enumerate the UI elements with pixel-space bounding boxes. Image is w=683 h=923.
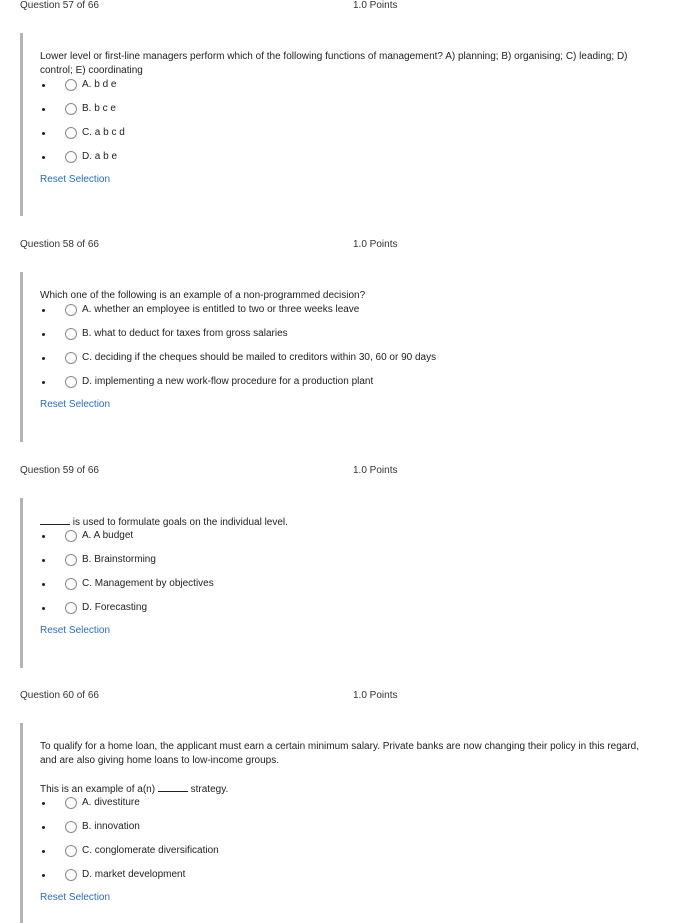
radio-button[interactable]: [65, 304, 77, 316]
radio-button[interactable]: [65, 554, 77, 566]
option-label: C. a b c d: [82, 127, 125, 138]
question-number: Question 58 of 66: [20, 239, 99, 250]
question-points: 1.0 Points: [353, 690, 398, 701]
option-label: D. market development: [82, 869, 186, 880]
bullet-icon: [42, 357, 45, 360]
answer-option-d[interactable]: [40, 601, 600, 615]
bullet-icon: [42, 802, 45, 805]
option-label: B. b c e: [82, 103, 116, 114]
question-text: To qualify for a home loan, the applicant must earn a certain minimum salary. Private banks are now changing their policy in this regard, and are also giving home loans to low-income groups.: [40, 741, 640, 766]
bullet-icon: [42, 108, 45, 111]
question-header: [20, 465, 660, 479]
question-number: Question 57 of 66: [20, 0, 99, 11]
question-text: Which one of the following is an example of a non-programmed decision?: [40, 290, 366, 301]
answer-option-c[interactable]: [40, 126, 600, 140]
radio-button[interactable]: [65, 103, 77, 115]
option-label: D. Forecasting: [82, 602, 148, 613]
question-text-part: strategy.: [190, 784, 229, 795]
radio-button[interactable]: [65, 376, 77, 388]
bullet-icon: [42, 583, 45, 586]
answer-option-b[interactable]: [40, 327, 600, 341]
answer-option-a[interactable]: [40, 78, 600, 92]
question-header: [20, 690, 660, 704]
question-text: [40, 515, 640, 530]
option-label: A. b d e: [82, 79, 117, 90]
answer-option-c[interactable]: [40, 844, 600, 858]
bullet-icon: [42, 132, 45, 135]
radio-button[interactable]: [65, 328, 77, 340]
option-label: D. a b e: [82, 151, 118, 162]
option-label: D. implementing a new work-flow procedure for a production plant: [82, 376, 374, 387]
option-label: A. whether an employee is entitled to two or three weeks leave: [82, 304, 360, 315]
answer-option-c[interactable]: [40, 351, 600, 365]
radio-button[interactable]: [65, 151, 77, 163]
question-text-part: is used to formulate goals on the individual level.: [72, 517, 288, 528]
question-58: [20, 272, 660, 442]
question-header: [20, 239, 660, 253]
answer-option-a[interactable]: [40, 796, 600, 810]
radio-button[interactable]: [65, 530, 77, 542]
radio-button[interactable]: [65, 602, 77, 614]
question-59: [20, 498, 660, 668]
radio-button[interactable]: [65, 79, 77, 91]
question-number: Question 60 of 66: [20, 690, 99, 701]
option-label: B. what to deduct for taxes from gross salaries: [82, 328, 288, 339]
reset-selection-link[interactable]: Reset Selection: [40, 892, 111, 903]
question-header: [20, 0, 660, 14]
bullet-icon: [42, 333, 45, 336]
answer-option-c[interactable]: [40, 577, 600, 591]
reset-selection-link[interactable]: Reset Selection: [40, 399, 111, 410]
radio-button[interactable]: [65, 578, 77, 590]
bullet-icon: [42, 84, 45, 87]
bullet-icon: [42, 309, 45, 312]
radio-button[interactable]: [65, 845, 77, 857]
option-label: C. conglomerate diversification: [82, 845, 219, 856]
answer-option-b[interactable]: [40, 553, 600, 567]
question-number: Question 59 of 66: [20, 465, 99, 476]
radio-button[interactable]: [65, 127, 77, 139]
answer-option-d[interactable]: [40, 375, 600, 389]
option-label: C. Management by objectives: [82, 578, 214, 589]
question-points: 1.0 Points: [353, 465, 398, 476]
answer-option-a[interactable]: [40, 303, 600, 317]
bullet-icon: [42, 535, 45, 538]
question-prompt: [40, 782, 640, 797]
answer-option-b[interactable]: [40, 102, 600, 116]
answer-option-d[interactable]: [40, 150, 600, 164]
question-points: 1.0 Points: [353, 239, 398, 250]
reset-selection-link[interactable]: Reset Selection: [40, 174, 111, 185]
option-label: B. Brainstorming: [82, 554, 156, 565]
question-text: Lower level or first-line managers perform which of the following functions of management? A) planning; B) organising; C) leading; D) control; E) coordinating: [40, 51, 628, 76]
radio-button[interactable]: [65, 797, 77, 809]
option-label: A. divestiture: [82, 797, 140, 808]
question-60: [20, 723, 660, 923]
bullet-icon: [42, 850, 45, 853]
fill-in-blank: [40, 515, 70, 525]
reset-selection-link[interactable]: Reset Selection: [40, 625, 111, 636]
fill-in-blank: [158, 782, 188, 792]
bullet-icon: [42, 826, 45, 829]
option-label: A. A budget: [82, 530, 134, 541]
radio-button[interactable]: [65, 821, 77, 833]
radio-button[interactable]: [65, 352, 77, 364]
answer-option-a[interactable]: [40, 529, 600, 543]
question-text-part: This is an example of a(n): [40, 784, 156, 795]
option-label: C. deciding if the cheques should be mailed to creditors within 30, 60 or 90 days: [82, 352, 437, 363]
bullet-icon: [42, 559, 45, 562]
option-label: B. innovation: [82, 821, 140, 832]
question-57: [20, 33, 660, 216]
radio-button[interactable]: [65, 869, 77, 881]
bullet-icon: [42, 156, 45, 159]
answer-option-d[interactable]: [40, 868, 600, 882]
question-points: 1.0 Points: [353, 0, 398, 11]
answer-option-b[interactable]: [40, 820, 600, 834]
bullet-icon: [42, 607, 45, 610]
bullet-icon: [42, 381, 45, 384]
bullet-icon: [42, 874, 45, 877]
